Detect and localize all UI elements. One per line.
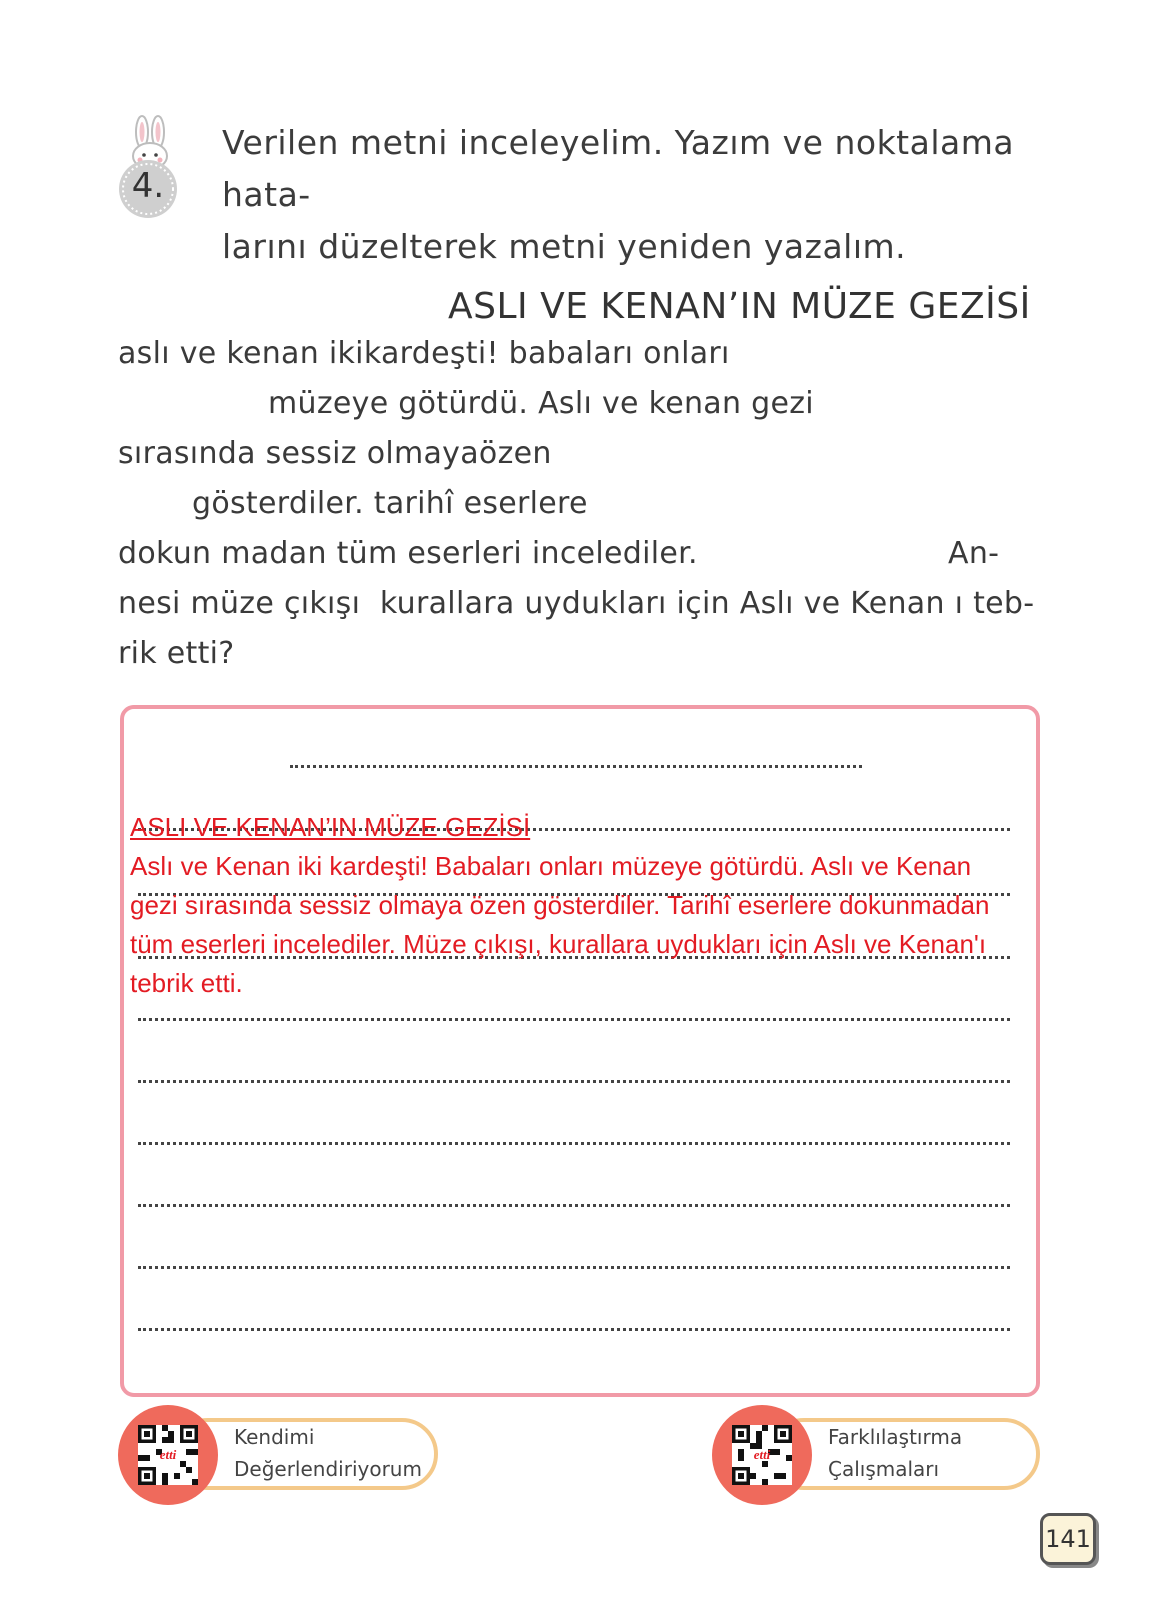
story-line-3: sırasında sessiz olmayaözen (118, 436, 552, 471)
answer-title: ASLI VE KENAN’IN MÜZE GEZİSİ (130, 812, 531, 842)
answer-line-2: gezi sırasında sessiz olmaya özen gösterdiler. Tarihî eserlere dokunmadan (130, 890, 990, 920)
answer-line-1: Aslı ve Kenan iki kardeşti! Babaları onları müzeye götürdü. Aslı ve Kenan (130, 851, 972, 881)
story-line-4: gösterdiler. tarihî eserlere (192, 486, 588, 521)
writing-line (138, 1266, 1010, 1269)
writing-line (138, 1080, 1010, 1083)
qr-code-icon[interactable] (712, 1405, 812, 1505)
title-writing-line (290, 765, 862, 768)
answer-line-4: tebrik etti. (130, 968, 243, 998)
exercise-number: 4. (131, 166, 165, 206)
exercise-instruction (222, 117, 1022, 273)
writing-line (138, 1328, 1010, 1331)
instruction-line-2: larını düzelterek metni yeniden yazalım. (222, 227, 907, 266)
qr-code-icon[interactable] (118, 1405, 218, 1505)
pill-label-line-2: Çalışmaları (828, 1457, 940, 1481)
story-line-6: nesi müze çıkışı kurallara uydukları için Aslı ve Kenan ı teb- (118, 586, 1035, 621)
pill-label-line-2: Değerlendiriyorum (234, 1457, 422, 1481)
story-line-5b: An- (948, 536, 1000, 571)
qr-logo: etti (753, 1447, 771, 1462)
story-title: ASLI VE KENAN’IN MÜZE GEZİSİ (448, 286, 1031, 327)
writing-line (138, 1018, 1010, 1021)
writing-line (138, 1204, 1010, 1207)
story-line-7: rik etti? (118, 636, 235, 671)
story-line-2: müzeye götürdü. Aslı ve kenan gezi (268, 386, 814, 421)
answer-text (130, 808, 1140, 1003)
exercise-badge (118, 112, 184, 224)
qr-logo: etti (159, 1447, 177, 1462)
writing-line (138, 1142, 1010, 1145)
story-line-5: dokun madan tüm eserleri incelediler. (118, 536, 698, 571)
pill-label-line-1: Farklılaştırma (828, 1425, 963, 1449)
instruction-line-1: Verilen metni inceleyelim. Yazım ve noktalama hata- (222, 123, 1015, 214)
story-line-1: aslı ve kenan ikikardeşti! babaları onları (118, 336, 730, 371)
page-number: 141 (1040, 1513, 1096, 1565)
answer-line-3: tüm eserleri incelediler. Müze çıkışı, kurallara uydukları için Aslı ve Kenan'ı (130, 929, 987, 959)
pill-label-line-1: Kendimi (234, 1425, 315, 1449)
